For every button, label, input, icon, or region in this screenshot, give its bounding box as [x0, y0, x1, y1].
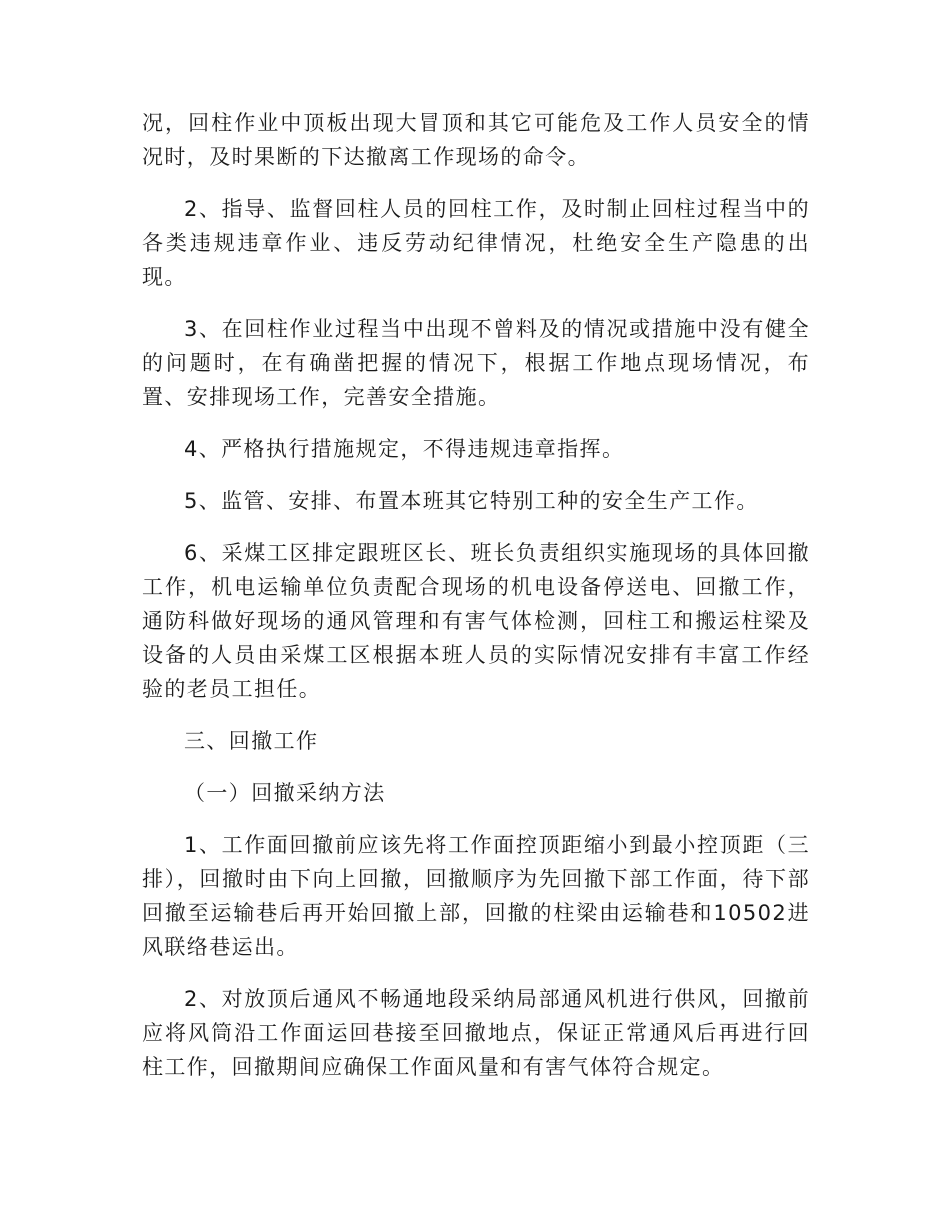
- paragraph-continuation: 况，回柱作业中顶板出现大冒顶和其它可能危及工作人员安全的情况时，及时果断的下达撤离工作现场的命令。: [142, 111, 810, 169]
- paragraph-item-4: 4、严格执行措施规定，不得违规违章指挥。: [184, 437, 625, 461]
- section-paragraph-1: 1、工作面回撤前应该先将工作面控顶距缩小到最小控顶距（三排），回撤时由下向上回撤，回撤顺序为先回撤下部工作面，待下部回撤至运输巷后再开始回撤上部，回撤的柱梁由运输巷和10502进风联络巷运出。: [142, 833, 810, 959]
- paragraph-item-5: 5、监管、安排、布置本班其它特别工种的安全生产工作。: [184, 489, 759, 513]
- paragraph-item-3: 3、在回柱作业过程当中出现不曾料及的情况或措施中没有健全的问题时，在有确凿把握的情况下，根据工作地点现场情况，布置、安排现场工作，完善安全措施。: [142, 317, 810, 409]
- section-paragraph-2: 2、对放顶后通风不畅通地段采纳局部通风机进行供风，回撤前应将风筒沿工作面运回巷接至回撤地点，保证正常通风后再进行回柱工作，回撤期间应确保工作面风量和有害气体符合规定。: [142, 987, 810, 1079]
- document-body: [142, 106, 810, 1102]
- subsection-heading: （一）回撤采纳方法: [184, 781, 386, 805]
- section-heading: 三、回撤工作: [184, 729, 319, 753]
- paragraph-item-6: 6、采煤工区排定跟班区长、班长负责组织实施现场的具体回撤工作，机电运输单位负责配合现场的机电设备停送电、回撤工作，通防科做好现场的通风管理和有害气体检测，回柱工和搬运柱梁及设备的人员由采煤工区根据本班人员的实际情况安排有丰富工作经验的老员工担任。: [142, 541, 810, 701]
- paragraph-item-2: 2、指导、监督回柱人员的回柱工作，及时制止回柱过程当中的各类违规违章作业、违反劳动纪律情况，杜绝安全生产隐患的出现。: [142, 197, 810, 289]
